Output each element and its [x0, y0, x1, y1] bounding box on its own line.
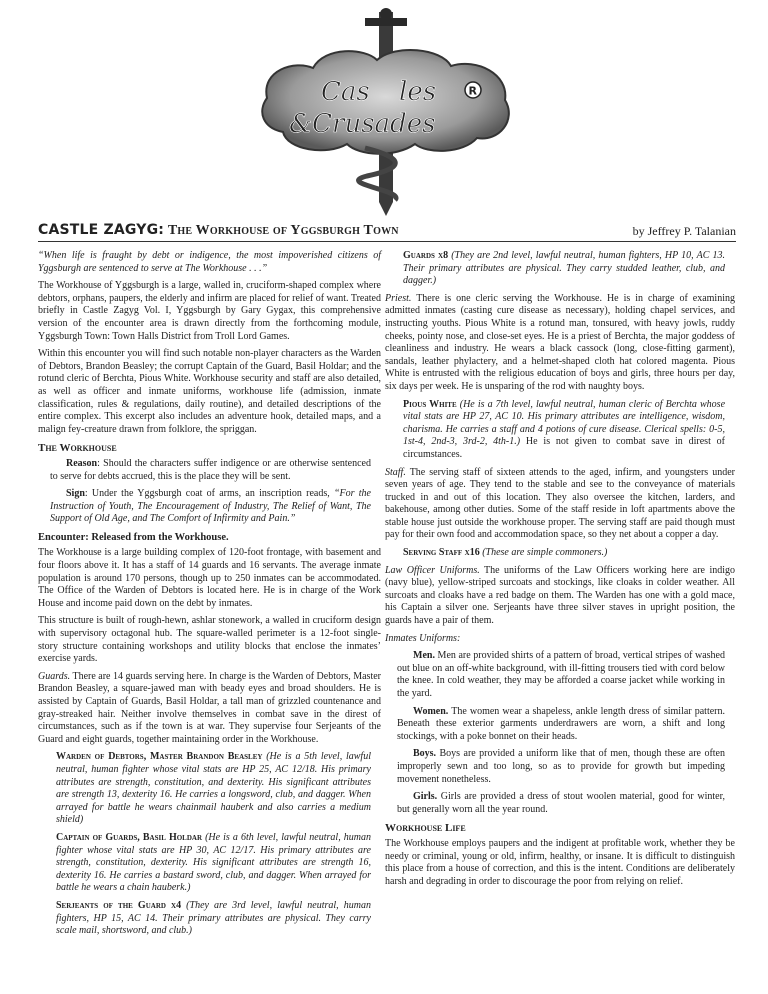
article-title — [38, 222, 399, 239]
left-column — [38, 250, 381, 943]
boys-label: Boys. — [413, 748, 437, 760]
captain-label: Captain of Guards, Basil Holdar — [56, 831, 202, 843]
right-column — [385, 250, 735, 893]
sign-label: Sign — [66, 488, 85, 500]
men-text: Men are provided shirts of a pattern of broad, vertical stripes of washed out blue on an off-white background, with ill-fitting trousers tied with cord below the knee. In cold weather, they may be afforded a coarse jacket while working in the yard. — [397, 650, 725, 699]
warden-text: (He is a 5th level, lawful neutral, human fighter whose vital stats are HP 25, AC 12/18. His primary attributes are strength, constitution, and dexterity. His significant attributes are strength 13, dexterity 16. He carries a longsword, club, and dagger. When arrayed for battle he wears chainmail hauberk and also carries a medium shield) — [56, 751, 371, 826]
workhouse-life-paragraph: The Workhouse employs paupers and the indigent at profitable work, whether they be needy or criminal, young or old, infirm, healthy, or insane. It is difficult to distinguish this place from a house of correction, and this is the intent. Conditions are deliberately harsh and degrading in order to discourage the poor from relying on relief. — [385, 837, 735, 887]
law-uniforms-paragraph — [385, 565, 735, 628]
priest-text: There is one cleric serving the Workhouse. He is in charge of examining admitted inmates (casting cure disease as necessary), holding chapel services, and instructing youths. Pious White is a rotund man, tonsured, with heavy jowls, ruddy cheeks, pointy nose, and close-set eyes. He is a priest of Berchta, the major goddess of cleanliness and industry. He wears a black cassock (long, close-fitting garment), sandals, leather phylactery, and a helmet-shaped cloth hat colored magenta. Pious White is entrusted with the religious education of boys and girls, three hours per day, six days per week. He is unsparing of the rod with naughty boys. — [385, 292, 735, 392]
title-rule — [38, 241, 736, 242]
pious-tail: He is not given to combat save in direst of circumstances. — [403, 436, 725, 460]
author-byline: by Jeffrey P. Talanian — [632, 224, 736, 238]
women-paragraph — [385, 706, 735, 744]
reason-text: : Should the characters suffer indigence or are otherwise sentenced to serve for debts accrued, this is the place they will be sent. — [50, 457, 371, 482]
girls-text: Girls are provided a dress of stout woolen material, good for winter, but generally worn all the year round. — [397, 791, 725, 815]
castles-crusades-logo — [255, 8, 517, 218]
structure-description: This structure is built of rough-hewn, ashlar stonework, a walled in cruciform design with supervisory octagonal hub. The square-walled perimeter is a 12-foot single-story structure containing workshops and utility blocks that enclose the inmates’ exercise yards. — [38, 615, 381, 665]
sign-text: : Under the Yggsburgh coat of arms, an inscription reads, — [84, 488, 334, 500]
guards-text: There are 14 guards serving here. In charge is the Warden of Debtors, Master Brandon Beasley, a square-jawed man with beady eyes and broad shoulders. He is assisted by Captain of Guards, Basil Holdar, a tall man of grizzled countenance and gray-streaked hair. Neither involve themselves in combat save in the direst of circumstances, such as if the town is at war. They supervise four Serjeants of the Guard and eight guards, together maintaining order in the Workhouse. — [38, 670, 381, 745]
women-label: Women. — [413, 705, 449, 717]
men-label: Men. — [413, 650, 435, 662]
pious-label: Pious White — [403, 398, 457, 410]
serving-text: (These are simple commoners.) — [479, 547, 608, 559]
title-subtitle: The Workhouse of Yggsburgh Town — [167, 223, 399, 238]
reason-paragraph — [38, 458, 381, 483]
heading-workhouse-life: Workhouse Life — [385, 822, 466, 835]
svg-text:les: les — [399, 77, 437, 107]
svg-text:Cas: Cas — [321, 77, 370, 107]
intro-paragraph: The Workhouse of Yggsburgh is a large, walled in, cruciform-shaped complex where debtors, orphans, paupers, the elderly and infirm are placed for relief of want. Treated briefly in Castle Zagyg Vol. I, Yggsburgh by Gary Gygax, this comprehensive version of the encounter area is drawn directly from the forthcoming module, Yggsburgh Town: Town Halls District from Troll Lord Games. — [38, 280, 381, 342]
staff-text: The serving staff of sixteen attends to the aged, infirm, and youngsters under seven years of age. They tend to the stable and see to the conveyance of materials trucked in and out of this location. They also oversee the kitchen, larders, and bakehouse, among other duties. Some of the staff reside in loft apartments above the stable house just outside the workhouse proper. The serving staff are paid though must pay for their own food and accommodation space, so they net about a copper a day. — [385, 466, 735, 541]
npc-overview-paragraph: Within this encounter you will find such notable non-player characters as the Warden of Debtors, Brandon Beasley; the corrupt Captain of the Guard, Basil Holdar; and the rotund cleric of Berchta, Pious White. Workhouse security and staff are also detailed, as well as officer and inmate uniforms, workhouse life (admission, inmate classification, rules & regulations, daily routine), and detailed descriptions of the entire complex. This excerpt also includes an adventure hook, detailed maps, and a malign fey-creature drawn from folklore, the spriggan. — [38, 348, 381, 435]
logo-emblem-icon — [255, 8, 517, 218]
serving-label: Serving Staff x16 — [403, 547, 480, 559]
staff-paragraph — [385, 467, 735, 543]
serjeants-text: (They are 3rd level, lawful neutral, human fighters, HP 15, AC 14. Their primary attributes are physical. They carry scale mail, shortsword, and club.) — [56, 899, 371, 937]
pious-stats — [403, 399, 735, 462]
law-text: The uniforms of the Law Officers working here are indigo (navy blue), yellow-striped surcoats and stockings, like cloaks in colder weather. All surcoats and cloaks have a red badge on them. The Warden has one with a gold mace, his Captain a silver one. Serjeants have three silver staves in upright position, the guards have a pair of them. — [385, 564, 736, 627]
sign-inscription: “For the Instruction of Youth, The Encouragement of Industry, The Relief of Want, The Support of Old Age, and The Comfort of Infirmity and Pain.” — [50, 488, 371, 525]
captain-stats — [56, 832, 381, 895]
warden-label: Warden of Debtors, Master Brandon Beasley — [56, 751, 263, 763]
priest-paragraph — [385, 293, 735, 394]
reason-label: Reason — [66, 457, 98, 469]
priest-label: Priest. — [385, 292, 412, 304]
title-bar — [38, 222, 736, 242]
heading-the-workhouse: The Workhouse — [38, 442, 117, 455]
sign-paragraph — [38, 488, 381, 526]
svg-text:&Crusades: &Crusades — [289, 109, 436, 139]
women-text: The women wear a shapeless, ankle length dress of similar pattern. Beneath these exterior garments underdrawers are worn, a shift and long stockings, with a poke bonnet on their heads. — [397, 705, 725, 742]
men-paragraph — [385, 650, 735, 700]
guards-paragraph — [38, 671, 381, 747]
law-label: Law Officer Uniforms. — [385, 564, 480, 576]
serjeants-label: Serjeants of the Guard x4 — [56, 899, 182, 911]
guards-label: Guards. — [38, 670, 71, 682]
boys-text: Boys are provided a uniform like that of men, though these are often improperly sewn and too long, so as to provide for growth but impeding movement nonetheless. — [397, 748, 725, 785]
girls-paragraph — [385, 791, 735, 816]
serving-staff-stats — [403, 547, 735, 560]
heading-encounter: Encounter: Released from the Workhouse. — [38, 531, 229, 543]
pious-text: (He is a 7th level, lawful neutral, human cleric of Berchta whose vital stats are HP 27, AC 10. His primary attributes are intelligence, wisdom, charisma. He carries a staff and 4 potions of cure disease. Clerical spells: 0-5, 1st-4, 2nd-3, 3rd-2, 4th-1.) — [403, 398, 726, 448]
workhouse-description: The Workhouse is a large building complex of 120-foot frontage, with basement and four floors above it. It has a staff of 14 guards and 16 servants. The average inmate population is around 170 persons, though up to 250 inmates can be accommodated. The Office of the Warden of Debtors is located here. He is in charge of the Work House and income paid down on the debt by inmates. — [38, 547, 381, 609]
title-castle-zagyg: CASTLE ZAGYG: — [38, 222, 165, 238]
captain-text: (He is a 6th level, lawful neutral, human fighter whose vital stats are HP 30, AC 12/17. His primary attributes are strength, constitution, dexterity. His significant attributes are strength 16, dexterity 16. He carries a bastard sword, club, and dagger. When arrayed for battle he wears a chain hauberk.) — [56, 831, 371, 894]
inmate-uniforms-label: Inmates Uniforms: — [385, 632, 461, 644]
svg-text:R: R — [468, 84, 477, 98]
guards8-label: Guards x8 — [403, 250, 449, 261]
girls-label: Girls. — [413, 791, 438, 803]
boys-paragraph — [385, 748, 735, 786]
guards8-text: (They are 2nd level, lawful neutral, human fighters, HP 10, AC 13. Their primary attributes are physical. They carry studded leather, club, and dagger.) — [403, 250, 725, 287]
guards8-stats — [403, 250, 735, 288]
warden-stats — [56, 751, 381, 827]
serjeants-stats — [56, 900, 381, 938]
intro-quote: “When life is fraught by debt or indigence, the most impoverished citizens of Yggsburgh are sentenced to serve at The Workhouse . . .” — [38, 250, 381, 274]
staff-label: Staff. — [385, 466, 406, 478]
